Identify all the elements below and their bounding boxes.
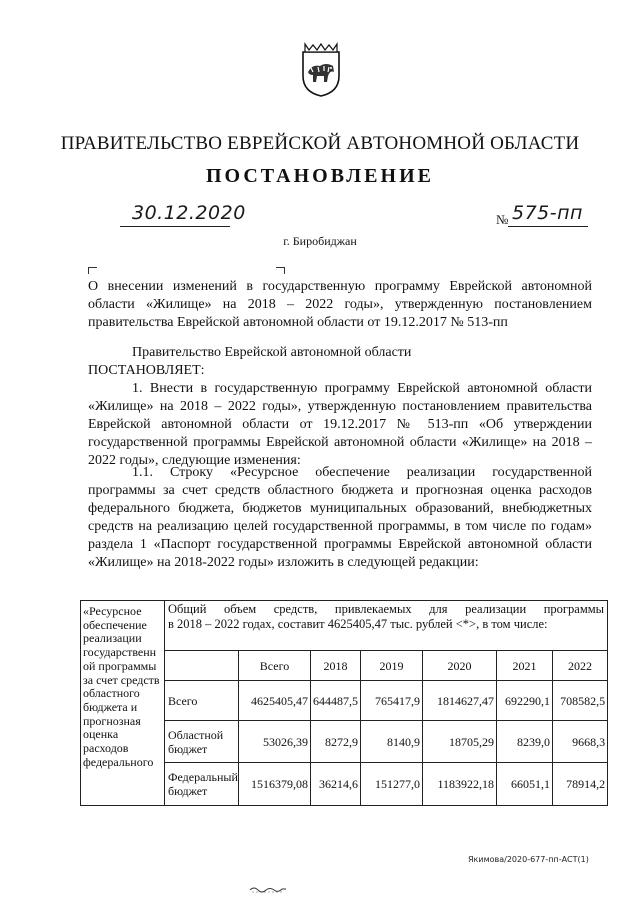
header-cell: 2022 — [553, 651, 608, 681]
table-cell: 644487,5 — [311, 681, 361, 721]
table-cell: 8140,9 — [361, 721, 423, 763]
table-intro-line2: в 2018 – 2022 годах, составит 4625405,47 тыс. рублей <*>, в том числе: — [168, 617, 548, 631]
government-title: ПРАВИТЕЛЬСТВО ЕВРЕЙСКОЙ АВТОНОМНОЙ ОБЛАСТИ — [60, 133, 580, 154]
table-cell: 1183922,18 — [423, 763, 497, 806]
resource-table — [80, 600, 608, 806]
row-label: Всего — [165, 681, 239, 721]
right-bracket-mark — [276, 267, 285, 274]
government-line: Правительство Еврейской автономной области — [132, 345, 412, 360]
header-cell: 2020 — [423, 651, 497, 681]
decree-date: 30.12.2020 — [132, 202, 246, 224]
resolves-label: ПОСТАНОВЛЯЕТ: — [88, 363, 205, 378]
row-label: Федеральный бюджет — [165, 763, 239, 806]
table-cell: 8239,0 — [497, 721, 553, 763]
table-cell: 8272,9 — [311, 721, 361, 763]
city-name: г. Биробиджан — [283, 234, 357, 248]
header-cell: 2018 — [311, 651, 361, 681]
table-cell: 1814627,47 — [423, 681, 497, 721]
document-reference: Якимова/2020-677-пп-АСТ(1) — [468, 855, 589, 864]
table-left-label: «Ресурсное обеспечение реализации государственн ой программы за счет средств областного бюджета и прогнозная оценка расходов федерального — [81, 601, 165, 806]
row-label: Областной бюджет — [165, 721, 239, 763]
decree-number: 575-пп — [512, 202, 583, 224]
table-cell: 4625405,47 — [239, 681, 311, 721]
item-1-text: 1. Внести в государственную программу Еврейской автономной области «Жилище» на 2018 – 2022 годы», утвержденную постановлением правительства Еврейской автономной области от 19.12.2017 № 513-пп «Об утверждении государственной программы Еврейской автономной области «Жилище» на 2018 – 2022 годы», следующие изменения: — [88, 381, 592, 468]
header-cell — [165, 651, 239, 681]
number-underline — [508, 226, 588, 227]
table-cell: 53026,39 — [239, 721, 311, 763]
table-cell: 66051,1 — [497, 763, 553, 806]
header-cell: Всего — [239, 651, 311, 681]
table-cell: 708582,5 — [553, 681, 608, 721]
left-bracket-mark — [88, 267, 97, 274]
decree-title: ПОСТАНОВЛЕНИЕ — [206, 165, 434, 187]
item-1-1-text: 1.1. Строку «Ресурсное обеспечение реализации государственной программы за счет средств областного бюджета и прогнозная оценка расходов федерального бюджета, бюджетов муниципальных образований, внебюджетных средств на реализацию целей государственной программы, в том числе по годам» раздела 1 «Паспорт государственной программы Еврейской автономной области «Жилище» на 2018-2022 годы» изложить в следующей редакции: — [88, 465, 592, 570]
decree-subject: О внесении изменений в государственную программу Еврейской автономной области «Жилище» на 2018 – 2022 годы», утвержденную постановлением правительства Еврейской автономной области от 19.12.2017 № 513-пп — [88, 279, 592, 330]
table-cell: 765417,9 — [361, 681, 423, 721]
table-cell: 18705,29 — [423, 721, 497, 763]
table-cell: 1516379,08 — [239, 763, 311, 806]
table-cell: 9668,3 — [553, 721, 608, 763]
table-cell: 151277,0 — [361, 763, 423, 806]
table-cell: 78914,2 — [553, 763, 608, 806]
handwritten-mark-icon — [248, 884, 288, 894]
header-cell: 2021 — [497, 651, 553, 681]
table-cell: 36214,6 — [311, 763, 361, 806]
number-label: № — [496, 212, 509, 227]
coat-of-arms-icon — [300, 42, 342, 98]
table-intro — [165, 601, 608, 651]
date-underline — [120, 226, 230, 227]
header-cell: 2019 — [361, 651, 423, 681]
table-intro-line1: Общий объем средств, привлекаемых для реализации программы — [168, 602, 605, 616]
table-cell: 692290,1 — [497, 681, 553, 721]
